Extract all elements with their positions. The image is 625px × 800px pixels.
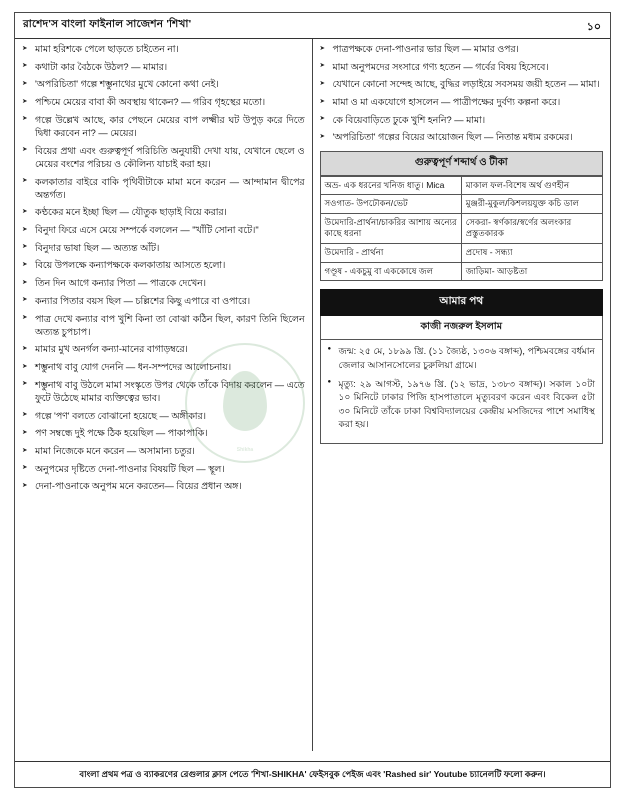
table-cell: সেকরা- স্বর্ণকার/স্বর্ণের অলংকার প্রস্তুতকারক: [461, 213, 602, 243]
table-row: [320, 262, 603, 281]
list-item: ➤ অনুপমের দৃষ্টিতে দেনা-পাওনার বিষয়টি ছিল — স্থূল।: [22, 463, 305, 476]
table-row: [320, 244, 603, 263]
list-item: ➤ মামা ও মা একযোগে হাসলেন — পাত্রীপক্ষের দুর্বণ্য কল্পনা করে।: [320, 96, 604, 109]
list-item: ➤ পাত্র দেখে কন্যার বাপ খুশি কিনা তা বোঝা কঠিন ছিল, কারণ তিনি ছিলেন অত্যন্ত চুপচাপ।: [22, 313, 305, 339]
two-column-body: [15, 39, 610, 751]
list-item: ➤ বিনুদা ফিরে এসে মেয়ে সম্পর্কে বললেন — "খাঁটি সোনা বটে।": [22, 224, 305, 237]
document-page: [14, 12, 611, 788]
left-bullet-list: [22, 43, 305, 494]
list-item: ➤ মামার মুখ অনর্গল কন্যা-মানের বাগাড়ম্বরে।: [22, 343, 305, 356]
table-cell: জাড়িমা- আড়ষ্টতা: [461, 262, 602, 281]
table-row: [320, 176, 603, 195]
left-column: [15, 39, 313, 751]
list-item: ➤ শম্ভুনাথ বাবু যোগ দেননি — ধন-সম্পদের আলোচনায়।: [22, 361, 305, 374]
list-item: ➤ তিন দিন আগে কন্যার পিতা — পাত্রকে দেখেন।: [22, 277, 305, 290]
table-cell: অভ্র- এক ধরনের খনিজ ধাতু। Mica: [320, 176, 461, 195]
table-cell: সওগাত- উপঢৌকন/ভেট: [320, 195, 461, 214]
author-name: কাজী নজরুল ইসলাম: [320, 316, 604, 340]
author-info-box: [320, 340, 604, 444]
list-item: ➤ কে বিয়েবাড়িতে ঢুকে খুশি হননি? — মামা।: [320, 114, 604, 127]
list-item: ➤ 'অপরিচিতা' গল্পে শম্ভুনাথের মুখে কোনো কথা নেই।: [22, 78, 305, 91]
table-row: [320, 195, 603, 214]
page-footer: বাংলা প্রথম পত্র ও ব্যাকরণের রেগুলার ক্লাস পেতে 'শিখা-SHIKHA' ফেইসবুক পেইজ এবং 'Rashed sir' Youtube চ্যানেলটি ফলো করুন।: [15, 761, 610, 787]
table-cell: উমেদারি - প্রার্থনা: [320, 244, 461, 263]
list-item: ➤ পাত্রপক্ষকে দেনা-পাওনার ভার ছিল — মামার ওপর।: [320, 43, 604, 56]
list-item: ● জন্ম: ২৫ মে, ১৮৯৯ খ্রি. (১১ জ্যৈষ্ঠ, ১৩০৬ বঙ্গাব্দ), পশ্চিমবঙ্গের বর্ধমান জেলার আসানসোলের চুরুলিয়া গ্রামে।: [328, 345, 596, 372]
watermark-caption: Shikha: [236, 447, 254, 453]
right-column: [313, 39, 611, 751]
list-item: ➤ শম্ভুনাথ বাবু উঠলে মামা সংস্কৃতে উপর থেকে তাঁকে বিদায় করলেন — এতে ফুটে উঠেছে মামার ব্যক্তিত্বের ভাব।: [22, 379, 305, 405]
list-item: ➤ মামা হরিশকে পেলে ছাড়তে চাইতেন না।: [22, 43, 305, 56]
list-item: ➤ কণ্ঠকের মনে ইচ্ছা ছিল — যৌতুক ছাড়াই বিয়ে করার।: [22, 206, 305, 219]
list-item: ➤ মামা অনুপমদের সংসারে গণ্য হতেন — গর্বের বিষয় হিসেবে।: [320, 61, 604, 74]
table-cell: গণ্ডূষ - একচুমু বা এককোষে জল: [320, 262, 461, 281]
table-cell: উমেদারি-প্রার্থনা/চাকরির আশায় অন্যের কাছে ধরনা: [320, 213, 461, 243]
list-item: ➤ কন্যার পিতার বয়স ছিল — চল্লিশের কিছু এপারে বা ওপারে।: [22, 295, 305, 308]
table-cell: প্রদোষ - সন্ধ্যা: [461, 244, 602, 263]
right-bullet-list: [320, 43, 604, 145]
list-item: ➤ বিয়ের প্রথা এবং গুরুত্বপূর্ণ পরিচিতি অনুযায়ী দেখা যায়, যেখানে ছেলে ও মেয়ের বংশের পরিচয় ও কৌলিন্য যাচাই করা হয়।: [22, 145, 305, 171]
list-item: ➤ কলকাতার বাইরে বাকি পৃথিবীটাকে মামা মনে করেন — আন্দামান দ্বীপের অন্তর্গত।: [22, 176, 305, 202]
list-item: ➤ যেখানে কোনো সন্দেহ আছে, বুদ্ধির লড়াইয়ে সবসময় জয়ী হতেন — মামা।: [320, 78, 604, 91]
list-item: ➤ পণ সম্বন্ধে দুই পক্ষে ঠিক হয়েছিল — পাকাপাকি।: [22, 427, 305, 440]
table-cell: মুঞ্জরী-মুকুল/কিশলয়যুক্ত কচি ডাল: [461, 195, 602, 214]
author-fact-list: [328, 345, 596, 431]
list-item: ➤ দেনা-পাওনাকে অনুপম মনে করতেন— বিয়ের প্রধান অঙ্গ।: [22, 480, 305, 493]
list-item: ➤ বিয়ে উপলক্ষে কন্যাপক্ষকে কলকাতায় আসতে হলো।: [22, 259, 305, 272]
vocabulary-table: [320, 176, 604, 282]
page-number: ১০: [586, 21, 601, 33]
list-item: ➤ পশ্চিমে মেয়ের বাবা কী অবস্থায় থাকেন? — গরিব গৃহস্থের মতো।: [22, 96, 305, 109]
table-cell: মাকাল ফল-বিশেষ অর্থ গুণহীন: [461, 176, 602, 195]
list-item: ➤ বিনুদার ভাষা ছিল — অত্যন্ত আঁট।: [22, 242, 305, 255]
page-header: [15, 13, 610, 39]
vocabulary-section-heading: গুরুত্বপূর্ণ শব্দার্থ ও টীকা: [320, 151, 604, 176]
list-item: ➤ কথাটা কার বৈঠকে উঠল? — মামার।: [22, 61, 305, 74]
list-item: ➤ গল্পে 'পণ' বলতে বোঝানো হয়েছে — অঙ্গীকার।: [22, 410, 305, 423]
list-item: ➤ গল্পে উল্লেখ আছে, কার পেছনে মেয়ের বাপ লক্ষ্মীর ঘট উপুড় করে দিতে দ্বিধা করবেন না? — মেয়ের।: [22, 114, 305, 140]
lesson-title-banner: আমার পথ: [320, 289, 604, 316]
table-row: [320, 213, 603, 243]
list-item: ● মৃত্যু: ২৯ আগস্ট, ১৯৭৬ খ্রি. (১২ ভাদ্র, ১৩৮৩ বঙ্গাব্দ)। সকাল ১০টা ১০ মিনিটে ঢাকার পিজি হাসপাতালে মৃত্যুবরণ করেন এবং বিকেল ৫টা ৩০ মিনিটে তাঁকে ঢাকা বিশ্ববিদ্যালয়ের কেন্দ্রীয় মসজিদের পাশে সমাধিস্থ করা হয়।: [328, 378, 596, 431]
header-title: রাশেদ'স বাংলা ফাইনাল সাজেশন 'শিখা': [23, 18, 192, 30]
list-item: ➤ 'অপরিচিতা' গল্পের বিয়ের আয়োজন ছিল — নিতান্ত মধ্যম রকমের।: [320, 131, 604, 144]
list-item: ➤ মামা নিজেকে মনে করেন — অসামান্য চতুর।: [22, 445, 305, 458]
